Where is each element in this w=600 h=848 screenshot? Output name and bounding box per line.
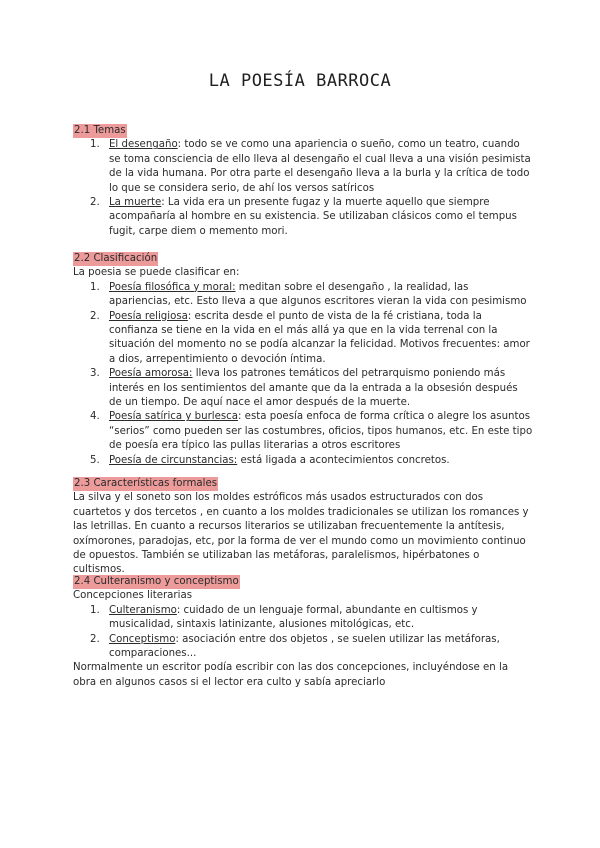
list-term: Poesía amorosa: — [109, 368, 193, 380]
section-clasificacion — [73, 252, 533, 468]
list-text: : asociación entre dos objetos , se suelen utilizar las metáforas, comparaciones... — [109, 633, 500, 660]
section-outro: Normalmente un escritor podía escribir con las dos concepciones, incluyéndose en la obra en algunos casos si el lector era culto y sabía apreciarlo — [73, 662, 509, 688]
section-caracteristicas — [73, 477, 533, 578]
list-item — [73, 633, 533, 662]
list-number: 1. — [90, 604, 100, 616]
list-item — [73, 310, 533, 368]
list-text: : escrita desde el punto de vista de la fé cristiana, toda la confianza se tiene en la vida en el más allá ya que en la vida terrenal con la situación del momento no se podía alcanzar la felicidad. Motivos frecuentes: amor a dios, arrepentimiento o devoción íntima. — [109, 310, 530, 365]
list-number: 5. — [90, 454, 100, 466]
section-temas — [73, 124, 533, 239]
list-text: : todo se ve como una apariencia o sueño, como un teatro, cuando se toma consciencia de ello lleva al desengaño el cual lleva a una visión pesimista de la vida humana. Por otra parte el desengaño lleva a la burla y la crítica de todo lo que se considera serio, de ahí los versos satíricos — [109, 139, 531, 194]
list-number: 3. — [90, 368, 100, 380]
list-item — [73, 196, 533, 239]
section-heading: 2.4 Culteranismo y conceptismo — [73, 575, 240, 589]
list-number: 2. — [90, 633, 100, 645]
list-number: 4. — [90, 411, 100, 423]
section-heading: 2.3 Características formales — [73, 477, 218, 491]
list-number: 2. — [90, 197, 100, 209]
list-item — [73, 367, 533, 410]
list-text: lleva los patrones temáticos del petrarquismo poniendo más interés en los sentimientos del amante que da la entrada a la obsesión después de un tiempo. De aquí nace el amor después de la muerte. — [109, 368, 518, 409]
list-item — [73, 410, 533, 453]
list-item — [73, 281, 533, 310]
list-item — [73, 454, 533, 468]
section-heading: 2.1 Temas — [73, 124, 127, 138]
list-term: Poesía religiosa — [109, 310, 188, 322]
list-text: está ligada a acontecimientos concretos. — [237, 454, 450, 466]
page-title: LA POESÍA BARROCA — [208, 71, 392, 91]
section-intro: Concepciones literarias — [73, 590, 192, 602]
list-term: Conceptismo — [109, 633, 176, 645]
list-item — [73, 604, 533, 633]
section-heading: 2.2 Clasificación — [73, 252, 158, 266]
list-term: El desengaño — [109, 139, 178, 151]
list-term: Culteranismo — [109, 604, 177, 616]
list-number: 1. — [90, 139, 100, 151]
list-term: Poesía de circunstancias: — [109, 454, 238, 466]
list-term: Poesía satírica y burlesca — [109, 411, 239, 423]
temas-list — [73, 138, 533, 239]
list-item — [73, 138, 533, 196]
section-culteranismo — [73, 575, 533, 690]
concepciones-list — [73, 604, 533, 662]
list-text: : cuidado de un lenguaje formal, abundante en cultismos y musicalidad, sintaxis latinizante, alusiones mitológicas, etc. — [109, 604, 478, 631]
list-term: Poesía filosófica y moral: — [109, 281, 236, 293]
list-number: 2. — [90, 310, 100, 322]
list-text: : La vida era un presente fugaz y la muerte aquello que siempre acompañaría al hombre en su existencia. Se utilizaban clásicos como el tempus fugit, carpe diem o memento mori. — [109, 197, 517, 237]
list-text: meditan sobre el desengaño , la realidad, las apariencias, etc. Esto lleva a que algunos escritores vieran la vida con pesimismo — [109, 281, 527, 308]
list-text: : esta poesía enfoca de forma crítica o alegre los asuntos “serios” como pueden ser las costumbres, oficios, tipos humanos, etc. En este tipo de poesía era típico las pullas literarias a otros escritores — [109, 411, 533, 452]
section-intro: La poesia se puede clasificar en: — [73, 267, 240, 279]
section-paragraph: La silva y el soneto son los moldes estróficos más usados estructurados con dos cuartetos y dos tercetos , en cuanto a los moldes tradicionales se utilizan los romances y las letrillas. En cuanto a recursos literarios se utilizaban frecuentemente la antítesis, oxímorones, paradojas, etc, por la forma de ver el mundo como un movimiento continuo de opuestos. También se utilizaban las metáforas, paralelismos, hipérbatones o cultismos. — [73, 492, 529, 576]
clasificacion-list — [73, 281, 533, 468]
list-number: 1. — [90, 281, 100, 293]
list-term: La muerte — [109, 197, 162, 209]
